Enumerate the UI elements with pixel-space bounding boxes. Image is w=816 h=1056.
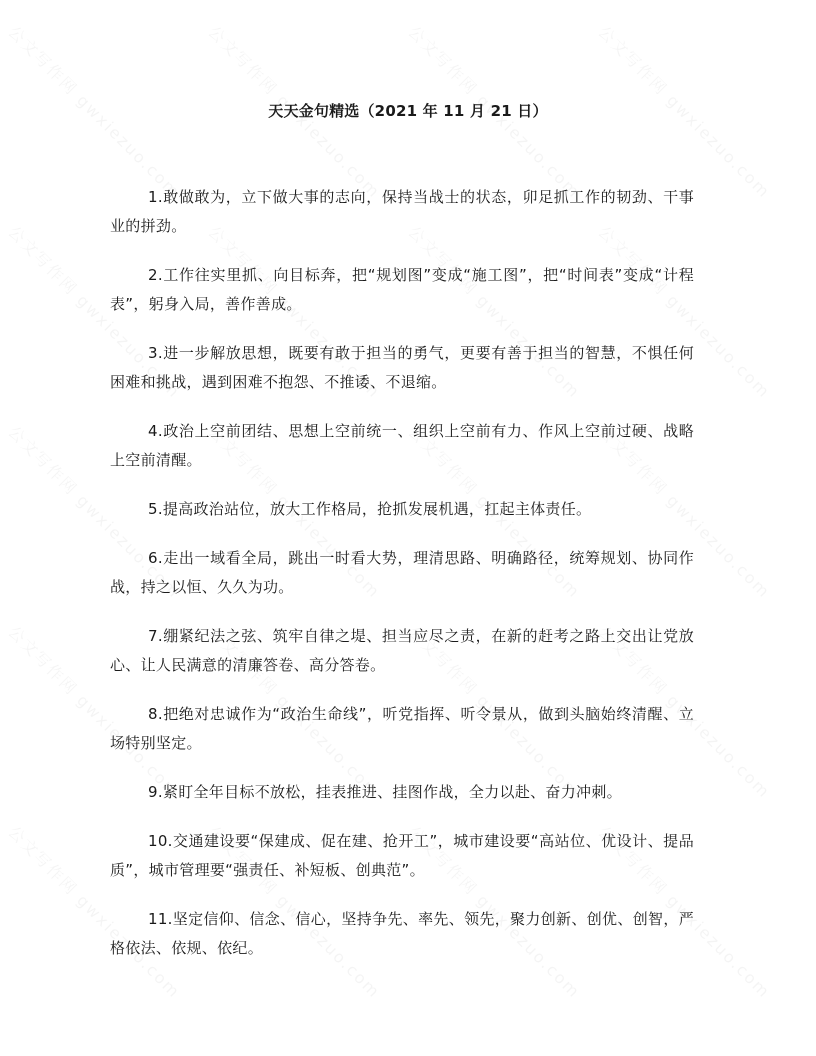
paragraph-4: 4.政治上空前团结、思想上空前统一、组织上空前有力、作风上空前过硬、战略上空前清醒。 [110,422,694,469]
paragraph-3: 3.进一步解放思想，既要有敢于担当的勇气，更要有善于担当的智慧，不惧任何困难和挑战，遇到困难不抱怨、不推诿、不退缩。 [110,344,694,391]
paragraph-11: 11.坚定信仰、信念、信心，坚持争先、率先、领先，聚力创新、创优、创智，严格依法、依规、依纪。 [110,910,694,957]
paragraph-9: 9.紧盯全年目标不放松，挂表推进、挂图作战，全力以赴、奋力冲刺。 [148,783,622,801]
paragraph-10: 10.交通建设要“保建成、促在建、抢开工”，城市建设要“高站位、优设计、提品质”，城市管理要“强责任、补短板、创典范”。 [110,832,694,879]
document-body [110,183,694,983]
paragraph-2: 2.工作往实里抓、向目标奔，把“规划图”变成“施工图”，把“时间表”变成“计程表”，躬身入局，善作善成。 [110,266,694,313]
paragraph-6: 6.走出一域看全局，跳出一时看大势，理清思路、明确路径，统筹规划、协同作战，持之以恒、久久为功。 [110,549,694,596]
paragraph-5: 5.提高政治站位，放大工作格局，抢抓发展机遇，扛起主体责任。 [148,500,592,518]
paragraph-1: 1.敢做敢为，立下做大事的志向，保持当战士的状态，卯足抓工作的韧劲、干事业的拼劲。 [110,188,694,235]
paragraph-7: 7.绷紧纪法之弦、筑牢自律之堤、担当应尽之责，在新的赶考之路上交出让党放心、让人民满意的清廉答卷、高分答卷。 [110,627,694,674]
document-title: 天天金句精选（2021 年 11 月 21 日） [268,102,548,120]
paragraph-8: 8.把绝对忠诚作为“政治生命线”，听党指挥、听令景从，做到头脑始终清醒、立场特别坚定。 [110,705,694,752]
